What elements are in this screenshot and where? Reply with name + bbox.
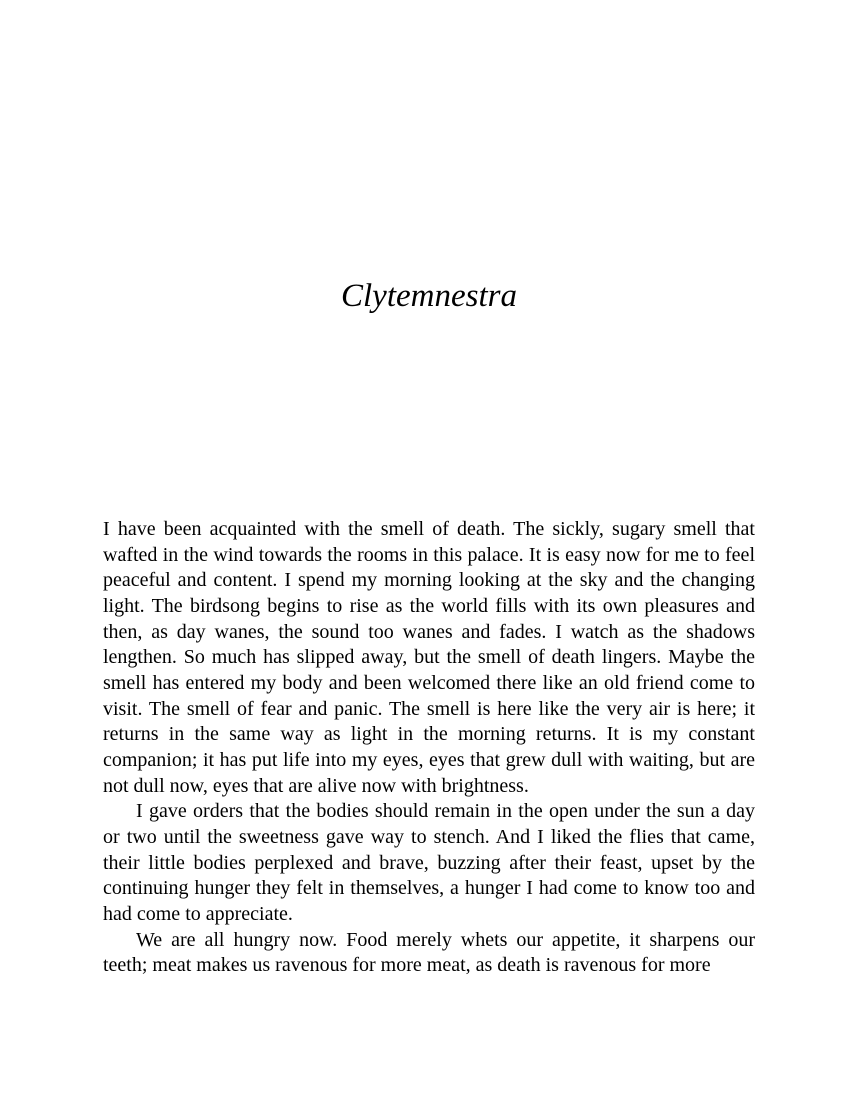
body-text [103, 517, 755, 979]
chapter-title: Clytemnestra [341, 278, 517, 314]
paragraph: I gave orders that the bodies should remain in the open under the sun a day or two until the sweetness gave way to stench. And I liked the flies that came, their little bodies perplexed and brave, buzzing after their feast, upset by the continuing hunger they felt in themselves, a hunger I had come to know too and had come to appreciate. [103, 800, 755, 925]
paragraph: I have been acquainted with the smell of death. The sickly, sugary smell that wafted in the wind towards the rooms in this palace. It is easy now for me to feel peaceful and content. I spend my morning looking at the sky and the changing light. The birdsong begins to rise as the world fills with its own pleasures and then, as day wanes, the sound too wanes and fades. I watch as the shadows lengthen. So much has slipped away, but the smell of death lingers. Maybe the smell has entered my body and been welcomed there like an old friend come to visit. The smell of fear and panic. The smell is here like the very air is here; it returns in the same way as light in the morning returns. It is my constant companion; it has put life into my eyes, eyes that grew dull with waiting, but are not dull now, eyes that are alive now with brightness. [103, 518, 755, 797]
paragraph: We are all hungry now. Food merely whets our appetite, it sharpens our teeth; meat makes us ravenous for more meat, as death is ravenous for more [103, 928, 755, 977]
